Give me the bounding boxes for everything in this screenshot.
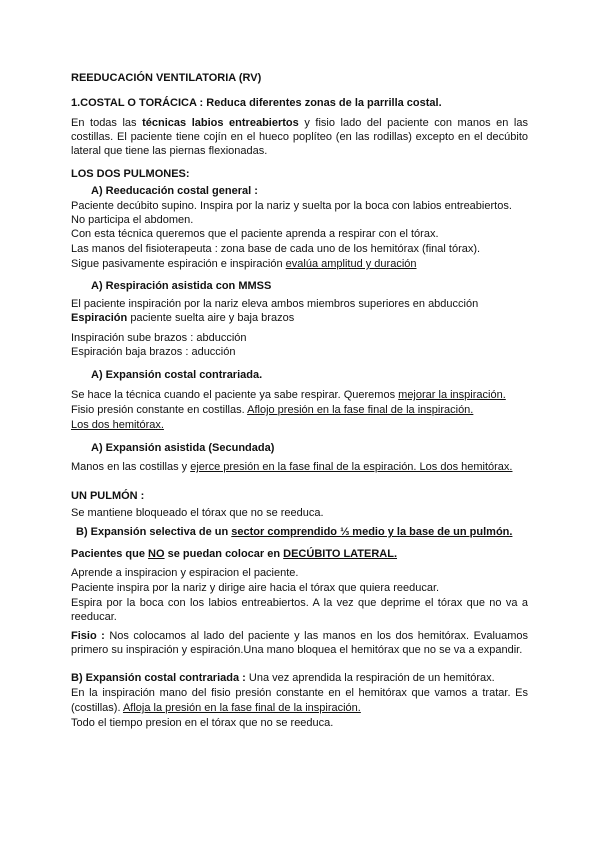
text-run: Una vez aprendida la respiración de un hemitórax. (248, 672, 495, 684)
paragraph-line: Con esta técnica queremos que el paciente aprenda a respirar con el tórax. (71, 228, 439, 240)
heading-description: Reduca diferentes zonas de la parrilla costal. (206, 97, 442, 109)
paragraph-line: Inspiración sube brazos : abducción (71, 332, 247, 344)
text-run: Fisio presión constante en costillas. (71, 404, 245, 416)
paragraph-line (71, 460, 512, 474)
text-run: Manos en las costillas y (71, 461, 188, 473)
paragraph-line: Paciente decúbito supino. Inspira por la nariz y suelta por la boca con labios entreabiertos. (71, 200, 512, 212)
underlined-text: ejerce presión en la fase final de la espiración. Los dos hemitórax. (190, 461, 513, 473)
heading-number: 1.COSTAL O TORÁCICA : (71, 97, 204, 109)
text-run: En todas las (71, 117, 137, 129)
paragraph-line (71, 311, 294, 325)
text-run: Sigue pasivamente espiración e inspiración (71, 258, 283, 270)
underlined-text: mejorar la inspiración. (398, 389, 506, 401)
paragraph-line: Aprende a inspiracion y espiracion el paciente. (71, 567, 299, 579)
subheading-expansion-contrariada: A) Expansión costal contrariada. (91, 369, 263, 381)
subheading-expansion-asistida: A) Expansión asistida (Secundada) (91, 442, 275, 454)
paragraph-line: Espiración baja brazos : aducción (71, 346, 236, 358)
paragraph-line: costillas. El paciente tiene cojín en el hueco poplíteo (en las rodillas) excepto en el decúbito (71, 131, 528, 143)
paragraph-line: lateral que tiene las piernas flexionadas. (71, 145, 268, 157)
text-run: (costillas). (71, 702, 121, 714)
text-run: Se hace la técnica cuando el paciente ya sabe respirar. Queremos (71, 389, 396, 401)
subheading-expansion-selectiva (76, 525, 512, 539)
paragraph-line: Las manos del fisioterapeuta : zona base de cada uno de los hemitórax (final tórax). (71, 243, 481, 255)
underlined-text: Afloja la presión en la fase final de la inspiración. (122, 702, 361, 714)
paragraph-line (71, 671, 495, 685)
paragraph-line (71, 629, 528, 643)
underlined-line: Los dos hemitórax. (71, 419, 164, 431)
bold-text: Espiración (71, 312, 128, 324)
text-run: Pacientes que (71, 548, 145, 560)
paragraph-line: No participa el abdomen. (71, 214, 194, 226)
section-heading-un-pulmon: UN PULMÓN : (71, 490, 145, 502)
text-run: B) Expansión selectiva de un (76, 526, 229, 538)
document-title: REEDUCACIÓN VENTILATORIA (RV) (71, 72, 262, 84)
underlined-text: NO (148, 548, 165, 560)
paragraph-line (71, 257, 417, 271)
paragraph-line: En la inspiración mano del fisio presión constante en el hemitórax que vamos a tratar. Es (71, 687, 528, 699)
bold-text: B) Expansión costal contrariada : (71, 672, 246, 684)
pacientes-note (71, 547, 397, 561)
text-run: paciente suelta aire y baja brazos (130, 312, 295, 324)
paragraph-line: Paciente inspira por la nariz y dirige aire hacia el tórax que quiera reeducar. (71, 582, 440, 594)
underlined-text: DECÚBITO LATERAL. (283, 548, 398, 560)
section-heading-costal (71, 96, 442, 110)
paragraph-line: Espira por la boca con los labios entreabiertos. A la vez que deprime el tórax que no va a (71, 597, 528, 609)
bold-text: técnicas labios entreabiertos (142, 117, 299, 129)
paragraph-line: reeducar. (71, 611, 117, 623)
paragraph-line (71, 701, 361, 715)
paragraph-line: Todo el tiempo presion en el tórax que no se reeduca. (71, 717, 334, 729)
subheading-respiracion-asistida: A) Respiración asistida con MMSS (91, 280, 272, 292)
paragraph-line (71, 403, 473, 417)
subheading-reeducacion-costal: A) Reeducación costal general : (91, 185, 258, 197)
text-run: Nos colocamos al lado del paciente y las manos en los dos hemitórax. Evaluamos (109, 630, 529, 642)
underlined-text: evalúa amplitud y duración (285, 258, 417, 270)
bold-text: Fisio : (71, 630, 105, 642)
underlined-text: Aflojo presión en la fase final de la inspiración. (247, 404, 474, 416)
text-run: se puedan colocar en (167, 548, 281, 560)
section-heading-dos-pulmones: LOS DOS PULMONES: (71, 168, 190, 180)
paragraph-line (71, 388, 506, 402)
paragraph-line: El paciente inspiración por la nariz eleva ambos miembros superiores en abducción (71, 298, 479, 310)
underlined-text: sector comprendido ⅓ medio y la base de un pulmón. (231, 526, 513, 538)
paragraph-line: primero su inspiración y espiración.Una mano bloquea el hemitórax que no se va a expandir. (71, 644, 523, 656)
paragraph-line: Se mantiene bloqueado el tórax que no se reeduca. (71, 507, 324, 519)
text-run: y fisio lado del paciente con manos en las (304, 117, 528, 129)
paragraph-line (71, 116, 528, 130)
